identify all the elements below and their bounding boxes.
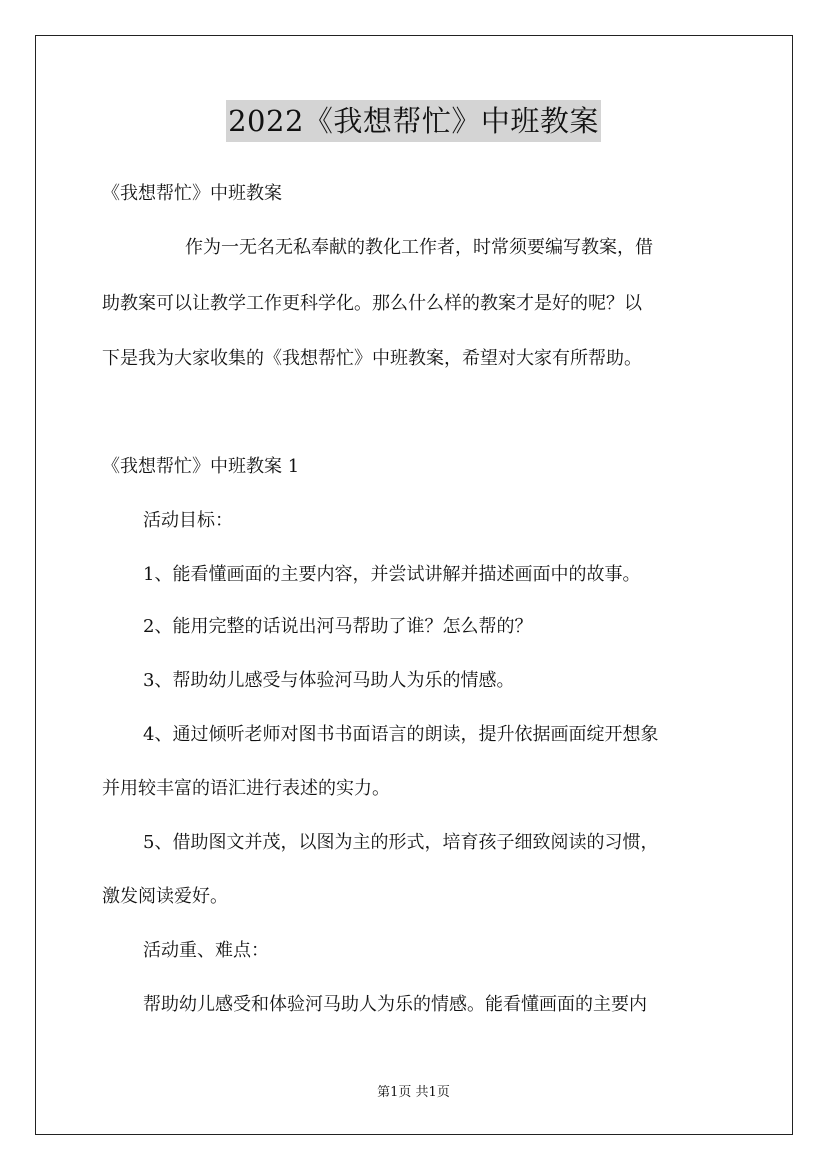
list-item: 5、借助图文并茂，以图为主的形式，培育孩子细致阅读的习惯， (143, 832, 659, 853)
section-heading: 《我想帮忙》中班教案 1 (102, 456, 300, 477)
subtitle-line: 《我想帮忙》中班教案 (102, 183, 282, 204)
title-container (0, 100, 827, 142)
subheading: 活动目标： (143, 510, 233, 531)
list-item: 1、能看懂画面的主要内容，并尝试讲解并描述画面中的故事。 (143, 564, 641, 585)
subheading: 活动重、难点： (143, 940, 269, 961)
page-footer: 第1页 共1页 (377, 1085, 450, 1100)
list-item-continuation: 并用较丰富的语汇进行表述的实力。 (102, 778, 390, 799)
list-item: 2、能用完整的话说出河马帮助了谁？怎么帮的？ (143, 616, 533, 637)
paragraph-line: 帮助幼儿感受和体验河马助人为乐的情感。能看懂画面的主要内 (143, 994, 647, 1015)
list-item: 3、帮助幼儿感受与体验河马助人为乐的情感。 (143, 670, 515, 691)
list-item: 4、通过倾听老师对图书书面语言的朗读，提升依据画面绽开想象 (143, 724, 659, 745)
paragraph-line: 作为一无名无私奉献的教化工作者，时常须要编写教案，借 (185, 237, 653, 258)
document-title: 2022《我想帮忙》中班教案 (226, 100, 601, 142)
paragraph-line: 助教案可以让教学工作更科学化。那么什么样的教案才是好的呢？以 (102, 293, 642, 314)
list-item-continuation: 激发阅读爱好。 (102, 886, 228, 907)
paragraph-line: 下是我为大家收集的《我想帮忙》中班教案，希望对大家有所帮助。 (102, 348, 642, 369)
